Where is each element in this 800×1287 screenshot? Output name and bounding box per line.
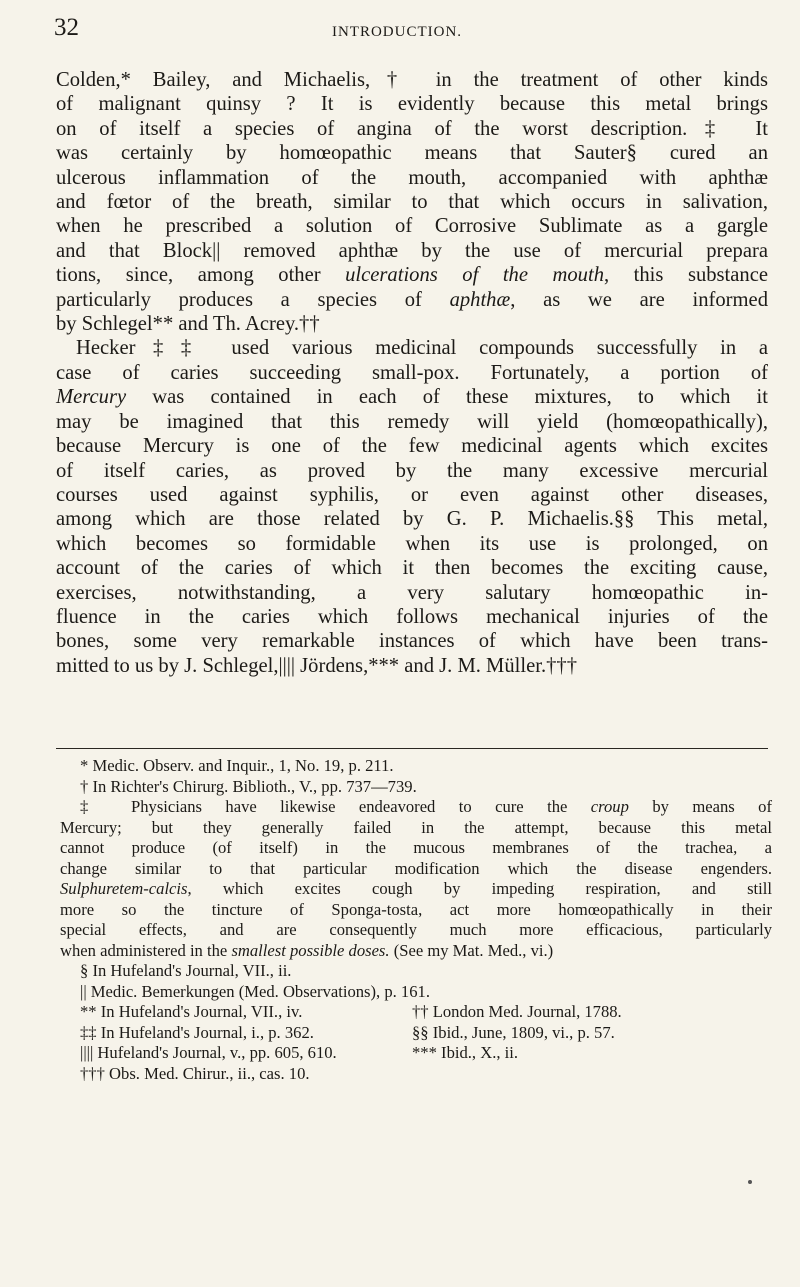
text-line: bones, some very remarkable instances of which have been trans- bbox=[56, 630, 768, 653]
running-head bbox=[54, 14, 740, 54]
footnote-line: special effects, and are consequently much more efficacious, particularly bbox=[60, 920, 772, 939]
footnote-line: change similar to that particular modification which the disease engenders. bbox=[60, 858, 772, 878]
footnote-line: more so the tincture of Sponga-tosta, act more homœopathically in their bbox=[60, 899, 772, 919]
text-line bbox=[56, 288, 768, 312]
italic-phrase: croup bbox=[590, 797, 629, 816]
text-line: may be imagined that this remedy will yield (homœopathically), bbox=[56, 410, 768, 433]
text-line: and fœtor of the breath, similar to that which occurs in salivation, bbox=[56, 191, 768, 214]
footnote: ** In Hufeland's Journal, VII., iv. bbox=[80, 1002, 303, 1021]
text-fragment: (See my Mat. Med., vi.) bbox=[389, 940, 554, 960]
footnote: ††† Obs. Med. Chirur., ii., cas. 10. bbox=[80, 1063, 310, 1083]
italic-phrase: Sulphuretem-calcis bbox=[60, 879, 188, 898]
text-fragment: by means of bbox=[628, 797, 772, 816]
page-number: 32 bbox=[54, 14, 79, 41]
text-fragment: , which excites cough by impeding respiration, and still bbox=[187, 879, 772, 898]
print-speck bbox=[748, 1180, 752, 1184]
footnote-line: cannot produce (of itself) in the mucous membranes of the trachea, a bbox=[60, 838, 772, 857]
text-line: which becomes so formidable when its use is prolonged, on bbox=[56, 532, 768, 555]
text-line bbox=[56, 263, 768, 287]
text-line: fluence in the caries which follows mechanical injuries of the bbox=[56, 605, 768, 628]
footnote: † In Richter's Chirurg. Biblioth., V., pp. 737—739. bbox=[80, 776, 417, 796]
text-line bbox=[56, 385, 768, 409]
text-fragment: tions, since, among other bbox=[56, 264, 346, 287]
footnote-line bbox=[60, 941, 772, 962]
text-line: of itself caries, as proved by the many excessive mercurial bbox=[56, 459, 768, 482]
footnote-rule bbox=[56, 748, 768, 749]
footnote-row bbox=[60, 1023, 772, 1044]
text-line: by Schlegel** and Th. Acrey.†† bbox=[56, 313, 320, 336]
italic-phrase: ulcerations of the mouth bbox=[345, 264, 604, 287]
footnote bbox=[60, 797, 772, 818]
text-fragment: , this substance bbox=[604, 264, 769, 287]
footnote: |||| Hufeland's Journal, v., pp. 605, 610. bbox=[80, 1043, 337, 1062]
text-line: mitted to us by J. Schlegel,|||| Jördens,*** and J. M. Müller.††† bbox=[56, 654, 578, 677]
footnote: ‡‡ In Hufeland's Journal, i., p. 362. bbox=[80, 1022, 314, 1042]
footnote-line: Mercury; but they generally failed in the attempt, because this metal bbox=[60, 817, 772, 837]
text-line: of malignant quinsy ? It is evidently because this metal brings bbox=[56, 93, 768, 116]
footnotes bbox=[60, 756, 772, 1084]
text-fragment: when administered in the bbox=[60, 940, 232, 960]
text-line: courses used against syphilis, or even against other diseases, bbox=[56, 483, 768, 506]
footnote: *** Ibid., X., ii. bbox=[412, 1043, 519, 1062]
text-line: was certainly by homœopathic means that Sauter§ cured an bbox=[56, 142, 768, 165]
footnote: §§ Ibid., June, 1809, vi., p. 57. bbox=[412, 1022, 615, 1042]
footnote: || Medic. Bemerkungen (Med. Observations), p. 161. bbox=[80, 981, 430, 1001]
text-line: when he prescribed a solution of Corrosive Sublimate as a gargle bbox=[56, 215, 768, 238]
text-line: ulcerous inflammation of the mouth, accompanied with aphthæ bbox=[56, 166, 768, 189]
footnote-line bbox=[60, 879, 772, 900]
italic-phrase: aphthæ bbox=[449, 288, 511, 311]
text-line: Hecker‡‡ used various medicinal compounds successfully in a bbox=[76, 337, 768, 360]
text-fragment: particularly produces a species of bbox=[56, 288, 450, 311]
footnote: § In Hufeland's Journal, VII., ii. bbox=[80, 961, 292, 980]
text-line: on of itself a species of angina of the worst description.‡ It bbox=[56, 117, 768, 140]
footnote: * Medic. Observ. and Inquir., 1, No. 19, p. 211. bbox=[80, 756, 394, 775]
footnote: †† London Med. Journal, 1788. bbox=[412, 1002, 622, 1021]
text-line: exercises, notwithstanding, a very salutary homœopathic in- bbox=[56, 581, 768, 604]
running-title: INTRODUCTION. bbox=[331, 24, 463, 40]
italic-phrase: Mercury bbox=[56, 386, 127, 409]
text-line: and that Block|| removed aphthæ by the use of mercurial prepara bbox=[56, 239, 768, 262]
text-line: because Mercury is one of the few medicinal agents which excites bbox=[56, 435, 768, 458]
text-line: case of caries succeeding small-pox. Fortunately, a portion of bbox=[56, 361, 768, 384]
italic-phrase: smallest possible doses. bbox=[231, 940, 390, 960]
text-line: Colden,* Bailey, and Michaelis,† in the treatment of other kinds bbox=[56, 69, 768, 91]
footnote-row bbox=[60, 1043, 772, 1064]
body-text bbox=[56, 68, 768, 678]
footnote-row bbox=[60, 1002, 772, 1023]
text-fragment: ‡ Physicians have likewise endeavored to cure the bbox=[80, 797, 591, 816]
text-line: account of the caries of which it then becomes the exciting cause, bbox=[56, 557, 768, 580]
text-fragment: was contained in each of these mixtures, to which it bbox=[126, 386, 768, 409]
text-line: among which are those related by G. P. Michaelis.§§ This metal, bbox=[56, 508, 768, 531]
text-fragment: , as we are informed bbox=[510, 288, 768, 311]
